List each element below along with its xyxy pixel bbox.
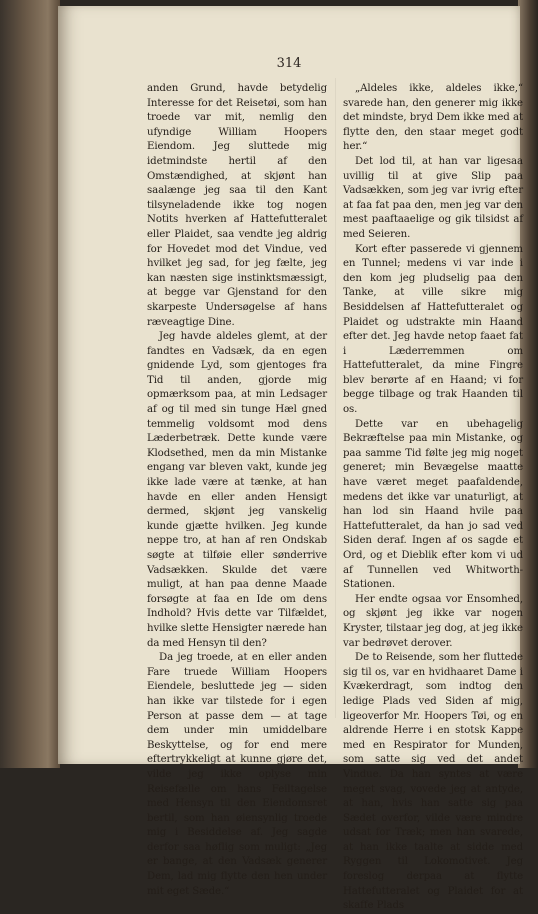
paragraph: anden Grund, havde betydelig Interesse for det Reisetøi, som han troede var mit, nemlig den ufyndige William Hoopers Eiendom. Jeg sluttede mig idetmindste hertil af den Omstændighed, at skjønt han saalænge jeg saa til den Kant tilsyneladende ikke tog nogen Notits hverken af Hattefutteralet eller Plaidet, saa vendte jeg aldrig for Hovedet mod det Vindue, ved hvilket jeg sad, for jeg fælte, jeg kan næsten sige instinktsmæssigt, at begge var Gjenstand for den skarpeste Undersøgelse af hans ræveagtige Dine. (147, 83, 327, 328)
paragraph: De to Reisende, som her fluttede sig til os, var en hvidhaaret Dame i Kvækerdragt, som indtog den ledige Plads ved Siden af mig, ligeoverfor Mr. Hoopers Tøi, og en aldrende Herre i en stotsk Kappe med en Respirator for Munden, som satte sig ved det andet Vindue. Da han syntes at være meget svag, vovede jeg at antyde, at han, hvis han satte sig paa Sædet overfor, vilde være mindre udsat for Træk; men han svarede, at han ikke taalte at sidde med Ryggen til Lokomotivet. Jeg foreslog derpaa at flytte Hattefutteralet og Plaidet for at skaffe Plads (343, 652, 523, 912)
page-number: 314 (276, 56, 302, 71)
text-column-right (343, 82, 523, 914)
gutter (335, 78, 336, 718)
book-page (58, 6, 523, 912)
paragraph: Det lod til, at han var ligesaa uvillig til at give Slip paa Vadsækken, som jeg var ivrig efter at faa fat paa den, men jeg var den mest paaftaaelige og gik tilsidst af med Seieren. (343, 155, 523, 240)
paragraph: Da jeg troede, at en eller anden Fare truede William Hoopers Eiendele, besluttede jeg — siden han ikke var tilstede for i egen Person at passe dem — at tage dem under min umiddelbare Beskyttelse, og for end mere eftertrykkeligt at kunne gjøre det, vilde jeg ikke oplyse min Reisefælle om hans Feiltagelse med Hensyn til den Eiendomsret bertil, som han øiensynlig troede mig i Besiddelse af. Jeg sagde derfor saa høflig som muligt: „Jeg er bange, at den Vadsæk generer Dem, lad mig flytte den hen under mit eget Sæde.“ (147, 652, 327, 897)
text-column-left (147, 82, 327, 899)
paragraph: „Aldeles ikke, aldeles ikke,“ svarede han, den generer mig ikke det mindste, bryd Dem ikke med at flytte den, den staar meget godt her.“ (343, 83, 523, 153)
paragraph: Jeg havde aldeles glemt, at der fandtes en Vadsæk, da en egen gnidende Lyd, som gjentoges fra Tid til anden, gjorde mig opmærksom paa, at min Ledsager af og til med sin tunge Hæl gned temmelig voldsomt mod dens Læderbetræk. Dette kunde være Klodsethed, men da min Mistanke engang var bleven vakt, kunde jeg ikke lade være at tænke, at han havde en eller anden Hensigt dermed, skjønt jeg vanskelig kunde gjætte hvilken. Jeg kunde neppe tro, at han af ren Ondskab søgte at tilføie eller sønderrive Vadsækken. Skulde det være muligt, at han paa denne Maade forsøgte at faa en Ide om dens Indhold? Hvis dette var Tilfældet, hvilke slette Hensigter nærede han da med Hensyn til den? (147, 331, 327, 649)
paragraph: Dette var en ubehagelig Bekræftelse paa min Mistanke, og paa samme Tid følte jeg mig noget generet; min Bevægelse maatte have været meget paafaldende, medens det ikke var unaturligt, at han lod sin Haand hvile paa Hattefutteralet, da han jo sad ved Siden deraf. Ingen af os sagde et Ord, og et Dieblik efter kom vi ud af Tunnellen ved Whitworth-Stationen. (343, 418, 523, 591)
paragraph: Her endte ogsaa vor Ensomhed, og skjønt jeg ikke var nogen Kryster, tilstaar jeg dog, at jeg ikke var bedrøvet derover. (343, 593, 523, 649)
paragraph: Kort efter passerede vi gjennem en Tunnel; medens vi var inde i den kom jeg pludselig paa den Tanke, at ville sikre mig Besiddelsen af Hattefutteralet og Plaidet og udstrakte min Haand efter det. Jeg havde netop faaet fat i Læderremmen om Hattefutteralet, da mine Fingre blev berørte af en Haand; vi for begge tilbage og trak Haanden til os. (343, 243, 523, 416)
book-left-edge (0, 0, 60, 768)
